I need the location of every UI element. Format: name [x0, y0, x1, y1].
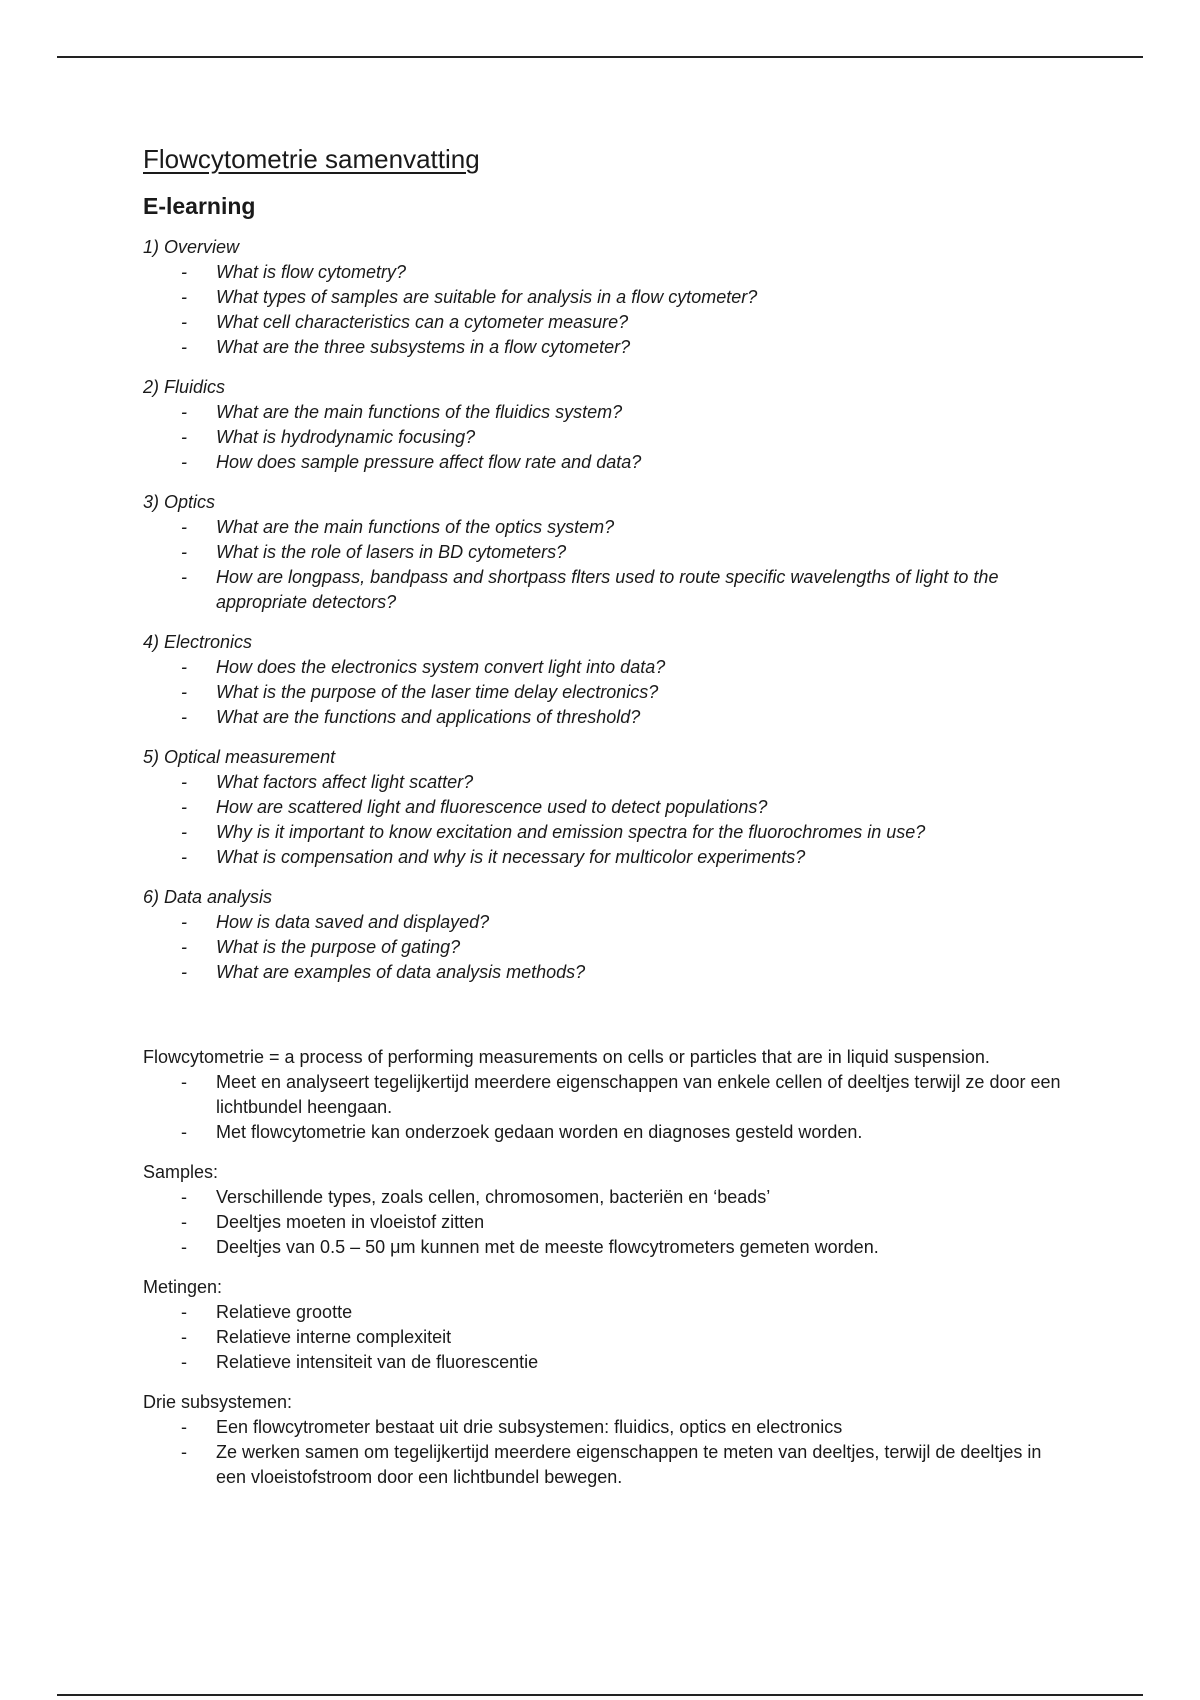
question-list — [143, 515, 1063, 615]
list-item: - What is the purpose of gating? — [143, 935, 1063, 960]
question-list — [143, 910, 1063, 985]
question-list — [143, 400, 1063, 475]
notes-list — [143, 1300, 1063, 1375]
question-section — [143, 885, 1063, 985]
list-item: - What are the three subsystems in a flow cytometer? — [143, 335, 1063, 360]
list-item: - What are the main functions of the fluidics system? — [143, 400, 1063, 425]
notes-heading: Drie subsystemen: — [143, 1392, 293, 1412]
section-heading: 6) Data analysis — [143, 887, 273, 907]
notes-section — [143, 1390, 1063, 1490]
notes-list — [143, 1185, 1063, 1260]
question-section — [143, 235, 1063, 360]
list-item: - How is data saved and displayed? — [143, 910, 1063, 935]
notes-heading: Samples: — [143, 1162, 219, 1182]
section-heading: 3) Optics — [143, 492, 216, 512]
question-section — [143, 375, 1063, 475]
page-title: Flowcytometrie samenvatting — [143, 144, 480, 174]
list-item: - Relatieve interne complexiteit — [143, 1325, 1063, 1350]
list-item: - What are examples of data analysis methods? — [143, 960, 1063, 985]
list-item: - Deeltjes van 0.5 – 50 μm kunnen met de meeste flowcytrometers gemeten worden. — [143, 1235, 1063, 1260]
list-item: - What is hydrodynamic focusing? — [143, 425, 1063, 450]
notes-section — [143, 1160, 1063, 1260]
notes-list — [143, 1415, 1063, 1490]
list-item: - How does sample pressure affect flow rate and data? — [143, 450, 1063, 475]
section-title: E-learning — [143, 193, 256, 219]
list-item: - Verschillende types, zoals cellen, chromosomen, bacteriën en ‘beads’ — [143, 1185, 1063, 1210]
question-section — [143, 630, 1063, 730]
list-item: - Why is it important to know excitation and emission spectra for the fluorochromes in use? — [143, 820, 1063, 845]
list-item: - What are the functions and applications of threshold? — [143, 705, 1063, 730]
list-item: - Een flowcytrometer bestaat uit drie subsystemen: fluidics, optics en electronics — [143, 1415, 1063, 1440]
section-heading: 2) Fluidics — [143, 377, 226, 397]
list-item: - What is compensation and why is it necessary for multicolor experiments? — [143, 845, 1063, 870]
section-heading: 4) Electronics — [143, 632, 253, 652]
list-item: - Ze werken samen om tegelijkertijd meerdere eigenschappen te meten van deeltjes, terwijl de deeltjes in een vloeistofstroom door een lichtbundel bewegen. — [143, 1440, 1063, 1490]
list-item: - How does the electronics system convert light into data? — [143, 655, 1063, 680]
notes-heading: Metingen: — [143, 1277, 223, 1297]
list-item: - Deeltjes moeten in vloeistof zitten — [143, 1210, 1063, 1235]
question-section — [143, 745, 1063, 870]
section-heading: 5) Optical measurement — [143, 747, 336, 767]
question-section — [143, 490, 1063, 615]
definition-list — [143, 1070, 1063, 1145]
list-item: - Relatieve grootte — [143, 1300, 1063, 1325]
footer-rule — [57, 1694, 1143, 1696]
list-item: - What is flow cytometry? — [143, 260, 1063, 285]
list-item: - What are the main functions of the optics system? — [143, 515, 1063, 540]
list-item: - How are scattered light and fluorescence used to detect populations? — [143, 795, 1063, 820]
question-list — [143, 770, 1063, 870]
list-item: - Met flowcytometrie kan onderzoek gedaan worden en diagnoses gesteld worden. — [143, 1120, 1063, 1145]
question-list — [143, 655, 1063, 730]
definition-text: Flowcytometrie = a process of performing measurements on cells or particles that are in liquid suspension. — [143, 1047, 990, 1067]
list-item: - What factors affect light scatter? — [143, 770, 1063, 795]
question-list — [143, 260, 1063, 360]
notes — [143, 1160, 1063, 1490]
definition-block — [143, 1045, 1063, 1145]
list-item: - What is the role of lasers in BD cytometers? — [143, 540, 1063, 565]
document-body — [143, 142, 1063, 1505]
notes-section — [143, 1275, 1063, 1375]
list-item: - What is the purpose of the laser time delay electronics? — [143, 680, 1063, 705]
list-item: - What types of samples are suitable for analysis in a flow cytometer? — [143, 285, 1063, 310]
list-item: - Relatieve intensiteit van de fluorescentie — [143, 1350, 1063, 1375]
header-rule — [57, 56, 1143, 58]
section-heading: 1) Overview — [143, 237, 240, 257]
list-item: - Meet en analyseert tegelijkertijd meerdere eigenschappen van enkele cellen of deeltjes terwijl ze door een lichtbundel heengaan. — [143, 1070, 1063, 1120]
list-item: - What cell characteristics can a cytometer measure? — [143, 310, 1063, 335]
question-sections — [143, 235, 1063, 985]
list-item: - How are longpass, bandpass and shortpass flters used to route specific wavelengths of light to the appropriate detectors? — [143, 565, 1063, 615]
